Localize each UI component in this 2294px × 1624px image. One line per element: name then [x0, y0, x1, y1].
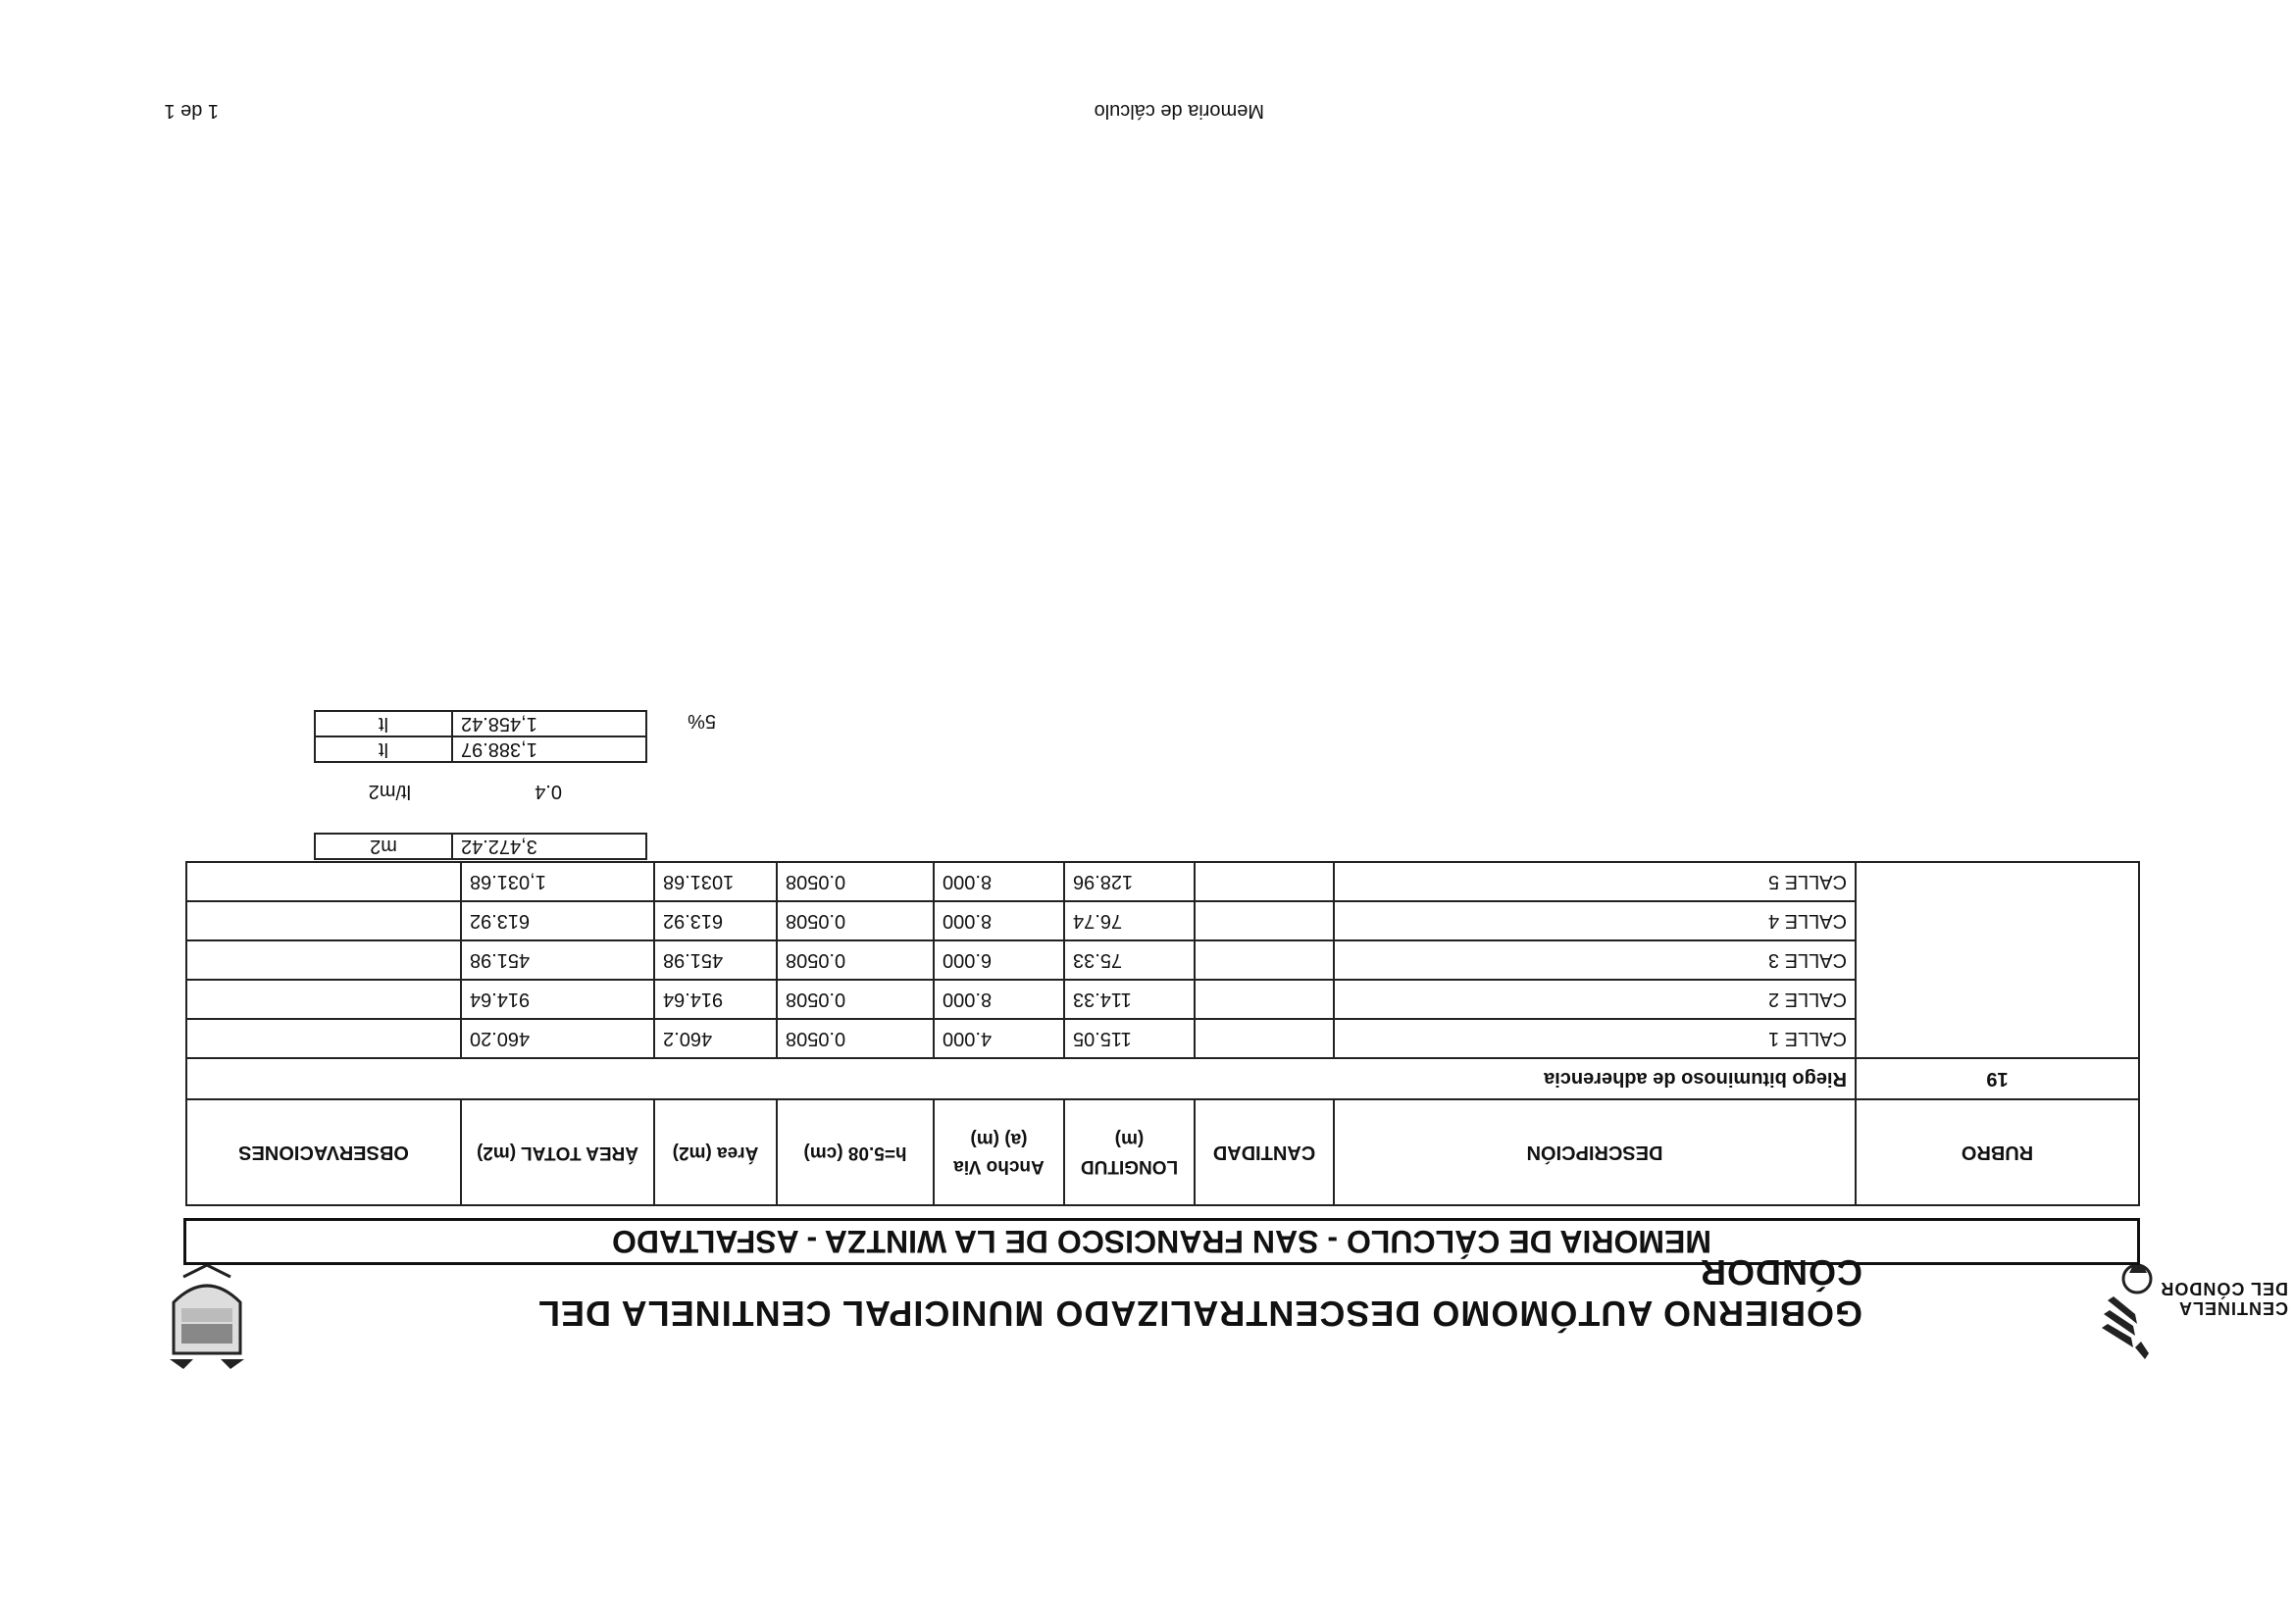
liters-unit: lt	[315, 736, 452, 762]
table-row	[186, 1019, 2139, 1058]
row-name: CALLE 1	[1334, 1019, 1856, 1058]
row-area-total: 1,031.68	[461, 862, 654, 901]
row-cantidad	[1195, 940, 1334, 980]
row-longitud: 115.05	[1064, 1019, 1195, 1058]
total-area-unit: m2	[315, 834, 452, 859]
row-area-total: 914.64	[461, 980, 654, 1019]
row-area: 613.92	[654, 901, 777, 940]
row-cantidad	[1195, 901, 1334, 940]
row-longitud: 128.96	[1064, 862, 1195, 901]
row-ancho: 8.000	[934, 862, 1064, 901]
row-observaciones	[186, 940, 461, 980]
row-ancho: 8.000	[934, 980, 1064, 1019]
rubro-number: 19	[1856, 1058, 2139, 1099]
row-h: 0.0508	[777, 901, 934, 940]
row-area: 460.2	[654, 1019, 777, 1058]
row-observaciones	[186, 1019, 461, 1058]
row-area-total: 460.20	[461, 1019, 654, 1058]
calculation-table	[185, 861, 2140, 1206]
row-name: CALLE 2	[1334, 980, 1856, 1019]
table-header-row	[186, 1099, 2139, 1205]
logo-brand-line1: CENTINELA	[2178, 1298, 2288, 1318]
row-h: 0.0508	[777, 1019, 934, 1058]
row-h: 0.0508	[777, 862, 934, 901]
row-area: 914.64	[654, 980, 777, 1019]
document-footer-title: Memoria de cálculo	[1094, 100, 1264, 122]
page-number: 1 de 1	[164, 100, 219, 122]
header-ancho-via: Ancho Via (a) (m)	[934, 1099, 1064, 1205]
rubro-row	[186, 1058, 2139, 1099]
header-area: Área (m2)	[654, 1099, 777, 1205]
organization-title: GOBIERNO AUTÓMOMO DESCENTRALIZADO MUNICIPAL CENTINELA DEL CÓNDOR	[537, 1252, 1862, 1334]
table-row	[186, 862, 2139, 901]
header-rubro: RUBRO	[1856, 1099, 2139, 1205]
header-descripcion: DESCRIPCIÓN	[1334, 1099, 1856, 1205]
calculation-title: MEMORIA DE CÁLCULO - SAN FRANCISCO DE LA WINTZA - ASFALTADO	[183, 1218, 2140, 1265]
waste-percentage: 5%	[688, 710, 716, 732]
table-row	[186, 901, 2139, 940]
rate-unit: lt/m2	[368, 781, 411, 802]
header-area-total: ÁREA TOTAL (m2)	[461, 1099, 654, 1205]
header-h: h=5.08 (cm)	[777, 1099, 934, 1205]
row-name: CALLE 5	[1334, 862, 1856, 901]
table-row	[186, 980, 2139, 1019]
liters-box	[314, 710, 647, 763]
row-ancho: 4.000	[934, 1019, 1064, 1058]
row-longitud: 75.33	[1064, 940, 1195, 980]
liters-with-waste-unit: lt	[315, 711, 452, 736]
row-observaciones	[186, 901, 461, 940]
coat-of-arms-icon	[164, 1261, 250, 1371]
total-area-value: 3,472.42	[452, 834, 646, 859]
row-area-total: 613.92	[461, 901, 654, 940]
row-longitud: 114.33	[1064, 980, 1195, 1019]
rate-value: 0.4	[535, 781, 562, 802]
row-observaciones	[186, 862, 461, 901]
row-ancho: 8.000	[934, 901, 1064, 940]
row-h: 0.0508	[777, 980, 934, 1019]
row-name: CALLE 4	[1334, 901, 1856, 940]
row-area-total: 451.98	[461, 940, 654, 980]
header-observaciones: OBSERVACIONES	[186, 1099, 461, 1205]
liters-value: 1,388.97	[452, 736, 646, 762]
row-area: 451.98	[654, 940, 777, 980]
header-longitud: LONGITUD (m)	[1064, 1099, 1195, 1205]
row-name: CALLE 3	[1334, 940, 1856, 980]
municipal-shield	[164, 1261, 250, 1371]
row-ancho: 6.000	[934, 940, 1064, 980]
liters-with-waste-value: 1,458.42	[452, 711, 646, 736]
row-area: 1031.68	[654, 862, 777, 901]
logo-brand-line2: DEL CÓNDOR	[2160, 1279, 2288, 1298]
header-cantidad: CANTIDAD	[1195, 1099, 1334, 1205]
rubro-description: Riego bituminoso de adherencia	[186, 1058, 1856, 1099]
row-h: 0.0508	[777, 940, 934, 980]
row-observaciones	[186, 980, 461, 1019]
row-cantidad	[1195, 980, 1334, 1019]
row-longitud: 76.74	[1064, 901, 1195, 940]
table-row	[186, 940, 2139, 980]
row-cantidad	[1195, 1019, 1334, 1058]
rubro-spacer	[1856, 862, 2139, 1058]
centinela-logo	[2094, 1253, 2288, 1367]
total-area-box	[314, 833, 647, 860]
row-cantidad	[1195, 862, 1334, 901]
